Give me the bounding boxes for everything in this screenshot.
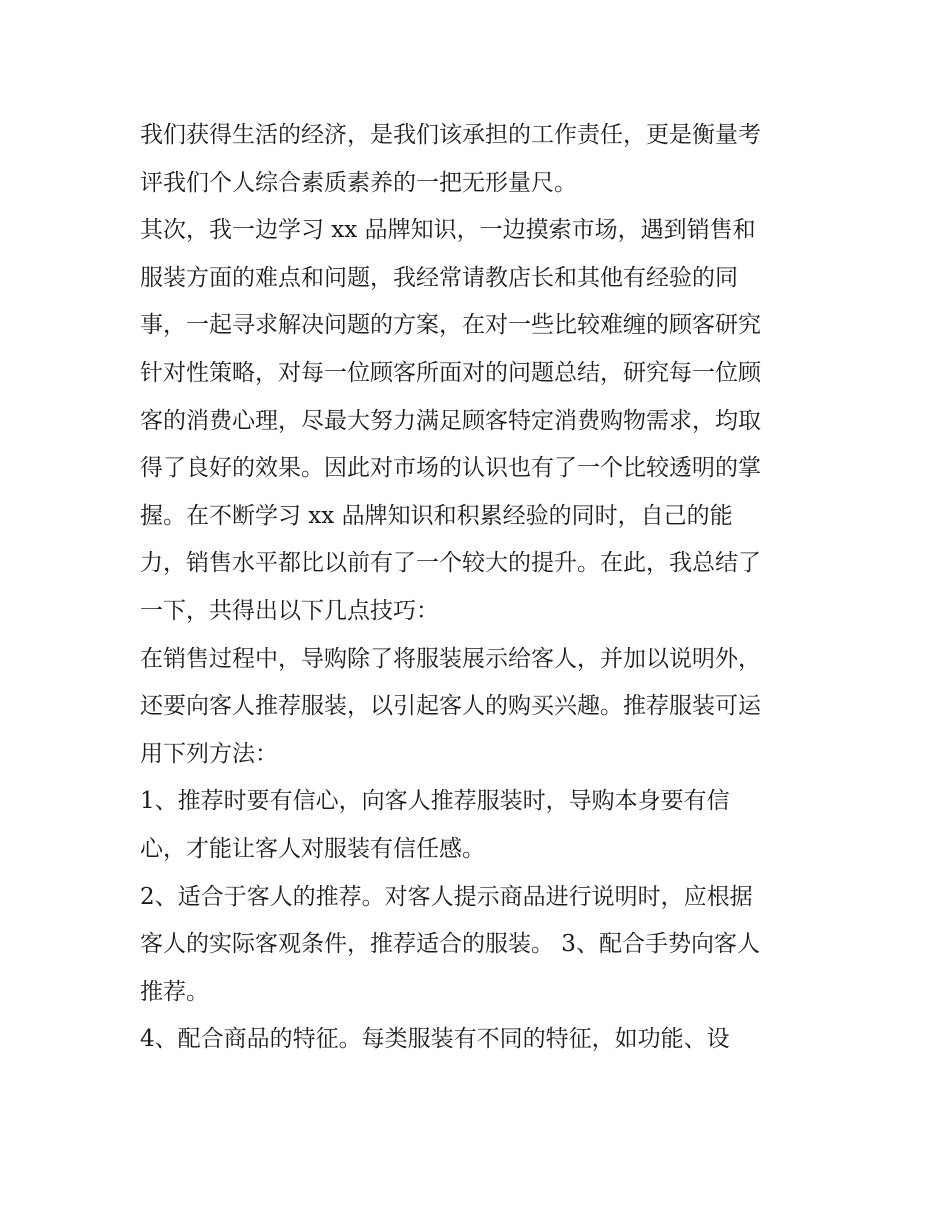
text-line: 客人的实际客观条件，推荐适合的服装。 3、配合手势向客人 bbox=[140, 931, 760, 958]
text-line: 还要向客人推荐服装，以引起客人的购买兴趣。推荐服装可运 bbox=[140, 693, 761, 720]
text-line: 事，一起寻求解决问题的方案，在对一些比较难缠的顾客研究 bbox=[140, 312, 761, 339]
text-line: 在销售过程中，导购除了将服装展示给客人，并加以说明外， bbox=[140, 645, 761, 672]
text-line: 服装方面的难点和问题，我经常请教店长和其他有经验的同 bbox=[140, 264, 738, 291]
text-line: 心，才能让客人对服装有信任感。 bbox=[140, 835, 485, 862]
body-text bbox=[140, 112, 820, 1064]
text-line: 力，销售水平都比以前有了一个较大的提升。在此，我总结了 bbox=[140, 550, 761, 577]
text-line: 2、适合于客人的推荐。对客人提示商品进行说明时，应根据 bbox=[140, 883, 753, 910]
text-line: 我们获得生活的经济，是我们该承担的工作责任，更是衡量考 bbox=[140, 122, 761, 148]
text-line: 针对性策略，对每一位顾客所面对的问题总结，研究每一位顾 bbox=[140, 359, 761, 386]
text-line: 1、推荐时要有信心，向客人推荐服装时，导购本身要有信 bbox=[140, 788, 730, 815]
text-line: 4、配合商品的特征。每类服装有不同的特征，如功能、设 bbox=[140, 1026, 730, 1053]
text-line: 推荐。 bbox=[140, 978, 209, 1005]
text-line: 其次，我一边学习 xx 品牌知识，一边摸索市场，遇到销售和 bbox=[140, 217, 756, 244]
text-line: 评我们个人综合素质素养的一把无形量尺。 bbox=[140, 169, 577, 196]
text-line: 得了良好的效果。因此对市场的认识也有了一个比较透明的掌 bbox=[140, 455, 761, 482]
text-line: 客的消费心理，尽最大努力满足顾客特定消费购物需求，均取 bbox=[140, 407, 761, 434]
text-line: 用下列方法： bbox=[140, 740, 278, 767]
text-line: 握。在不断学习 xx 品牌知识和积累经验的同时，自己的能 bbox=[140, 502, 733, 529]
text-line: 一下，共得出以下几点技巧： bbox=[140, 597, 439, 624]
